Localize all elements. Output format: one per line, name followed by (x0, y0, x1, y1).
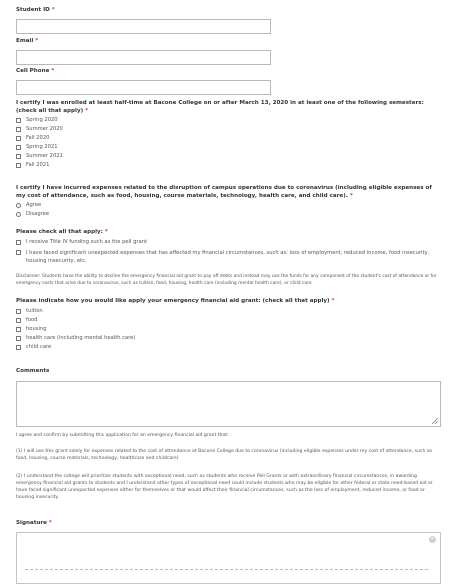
signature-pad[interactable] (16, 532, 441, 584)
radio-button[interactable] (16, 212, 21, 217)
checkbox[interactable] (16, 240, 21, 245)
student-id-input[interactable] (16, 19, 271, 34)
semesters-group (16, 100, 441, 170)
checkbox[interactable] (16, 345, 21, 350)
check-all-option[interactable]: I have faced significant unexpected expenses that has affected my financial circumstances, such as: loss of employment, reduced income, food insecurity, housing insecurity, etc. (16, 249, 441, 266)
resize-handle-icon[interactable] (431, 417, 438, 424)
checkbox[interactable] (16, 318, 21, 323)
expenses-question: I certify I have incurred expenses related to the disruption of campus operations due to coronavirus (including eligible expenses of my cost of attendance, such as food, housing, course materials, technology, health care, and child care). * (16, 185, 432, 199)
semester-option[interactable]: Fall 2020 (16, 134, 441, 143)
student-id-label: Student ID * (16, 7, 55, 13)
checkbox[interactable] (16, 336, 21, 341)
cell-phone-input[interactable] (16, 80, 271, 95)
check-all-option[interactable]: I receive Title IV funding such as the pell grant (16, 238, 441, 247)
expenses-group (16, 185, 441, 219)
apply-grant-question: Please indicate how you would like apply your emergency financial aid grant: (check all that apply) * (16, 298, 335, 304)
email-input[interactable] (16, 50, 271, 65)
comments-label: Comments (16, 368, 50, 374)
apply-grant-option[interactable]: housing (16, 325, 441, 334)
checkbox[interactable] (16, 145, 21, 150)
semester-option[interactable]: Fall 2021 (16, 161, 441, 170)
check-all-question: Please check all that apply: * (16, 229, 108, 235)
cell-phone-label: Cell Phone * (16, 68, 55, 74)
semester-option[interactable]: Summer 2020 (16, 125, 441, 134)
checkbox[interactable] (16, 118, 21, 123)
agree-point-1: (1) I will use this grant solely for expenses related to the cost of attendance at Bacone College due to coronavirus (including eligible expenses under my cost of attendance, such as food, housing, course materials, technology, healthcare and childcare) (16, 449, 433, 462)
semesters-question: I certify I was enrolled at least half-time at Bacone College on or after March 13, 2020 in at least one of the following semesters: (check all that apply) * (16, 100, 424, 114)
apply-grant-option[interactable]: food (16, 316, 441, 325)
student-id-group (16, 7, 271, 34)
semester-option[interactable]: Summer 2021 (16, 152, 441, 161)
cell-phone-group (16, 68, 271, 95)
close-icon[interactable]: ✕ (430, 535, 435, 542)
radio-button[interactable] (16, 203, 21, 208)
checkbox[interactable] (16, 309, 21, 314)
check-all-group (16, 229, 441, 265)
email-label: Email * (16, 38, 39, 44)
checkbox[interactable] (16, 250, 21, 255)
checkbox[interactable] (16, 127, 21, 132)
apply-grant-group (16, 298, 441, 352)
checkbox[interactable] (16, 163, 21, 168)
expenses-option-agree[interactable]: Agree (16, 201, 441, 210)
expenses-option-disagree[interactable]: Disagree (16, 210, 441, 219)
apply-grant-option[interactable]: tuition (16, 307, 441, 316)
apply-grant-option[interactable]: child care (16, 343, 441, 352)
signature-label: Signature * (16, 520, 52, 526)
checkbox[interactable] (16, 327, 21, 332)
agree-point-2: (2) I understand the college will prioritize students with exceptional need, such as students who receive Pell Grants or with extraordinary financial circumstances, in awarding emergency financial aid grants to students and I understand other types of exceptional need could include students who may be eligible for other federal or state need-based aid or have faced significant unexpected expenses either for themselves or that would affect their financial circumstances, such as the loss of employment, reduced income, or food or housing insecurity. (16, 474, 433, 501)
disclaimer-text: Disclaimer: Students have the ability to decline the emergency financial aid grant to pay off debts and instead may use the funds for any component of the student's cost of attendance or for emergency costs that arise due to coronavirus, such as tuition, food, housing, health care (including mental health care), or child care. (16, 274, 437, 286)
signature-line (25, 569, 428, 570)
semester-option[interactable]: Spring 2021 (16, 143, 441, 152)
checkbox[interactable] (16, 154, 21, 159)
comments-group (16, 368, 441, 427)
signature-group (16, 520, 441, 584)
semester-option[interactable]: Spring 2020 (16, 116, 441, 125)
apply-grant-option[interactable]: health care (including mental health care) (16, 334, 441, 343)
agree-text: I agree and confirm by submitting this application for an emergency financial aid grant that: (16, 433, 229, 438)
comments-textarea[interactable] (16, 381, 441, 427)
email-group (16, 38, 271, 65)
checkbox[interactable] (16, 136, 21, 141)
